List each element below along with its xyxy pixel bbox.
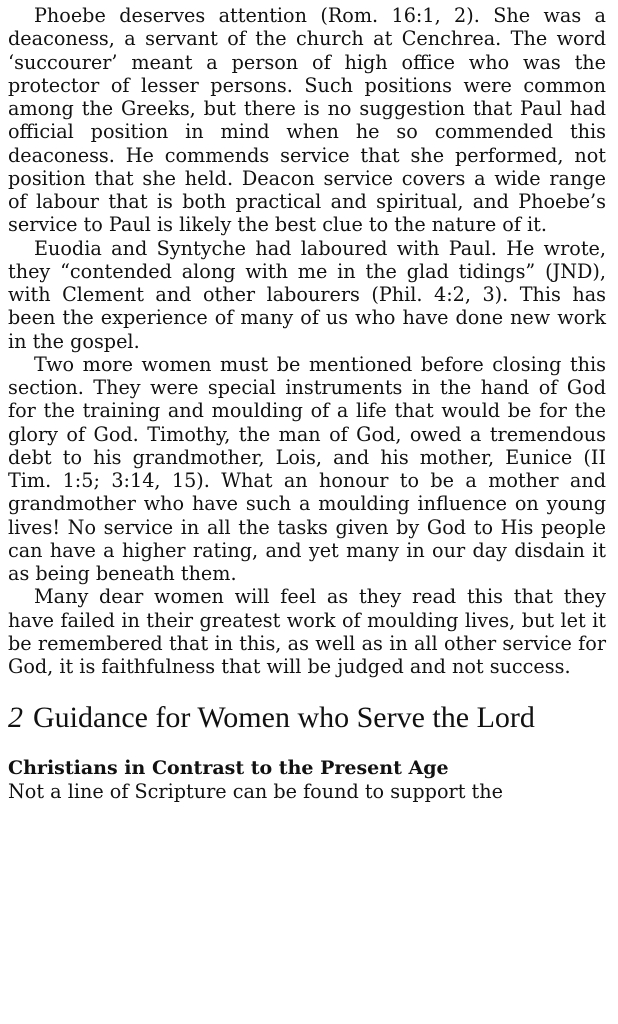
paragraph-faithfulness: Many dear women will feel as they read this that they have failed in their greatest work of moulding lives, but let it be remembered that in this, as well as in all other service for God, it is faithfulness that will be judged and not success. [8, 585, 606, 678]
section-heading: Christians in Contrast to the Present Age [8, 757, 449, 780]
chapter-heading [8, 699, 606, 737]
paragraph-euodia-syntyche: Euodia and Syntyche had laboured with Paul. He wrote, they “contended along with me in the glad tidings” (JND), with Clement and other labourers (Phil. 4:2, 3). This has been the experience of many of us who have done new work in the gospel. [8, 236, 606, 353]
book-page [8, 4, 606, 804]
section-opening-text: Not a line of Scripture can be found to support the [8, 780, 503, 804]
paragraph-phoebe: Phoebe deserves attention (Rom. 16:1, 2). She was a deaconess, a servant of the church at Cenchrea. The word ‘succourer’ meant a person of high office who was the protector of lesser persons. Such positions were common among the Greeks, but there is no suggestion that Paul had official position in mind when he so commended this deaconess. He commends service that she performed, not position that she held. Deacon service covers a wide range of labour that is both practical and spiritual, and Phoebe’s service to Paul is likely the best clue to the nature of it. [8, 4, 606, 237]
chapter-number: 2 [8, 701, 23, 735]
chapter-title: Guidance for Women who Serve the Lord [33, 701, 535, 735]
paragraph-lois-eunice: Two more women must be mentioned before closing this section. They were special instruments in the hand of God for the training and moulding of a life that would be for the glory of God. Timothy, the man of God, owed a tremendous debt to his grandmother, Lois, and his mother, Eunice (II Tim. 1:5; 3:14, 15). What an honour to be a mother and grandmother who have such a moulding influence on young lives! No service in all the tasks given by God to His people can have a higher rating, and yet many in our day disdain it as being beneath them. [8, 352, 606, 585]
